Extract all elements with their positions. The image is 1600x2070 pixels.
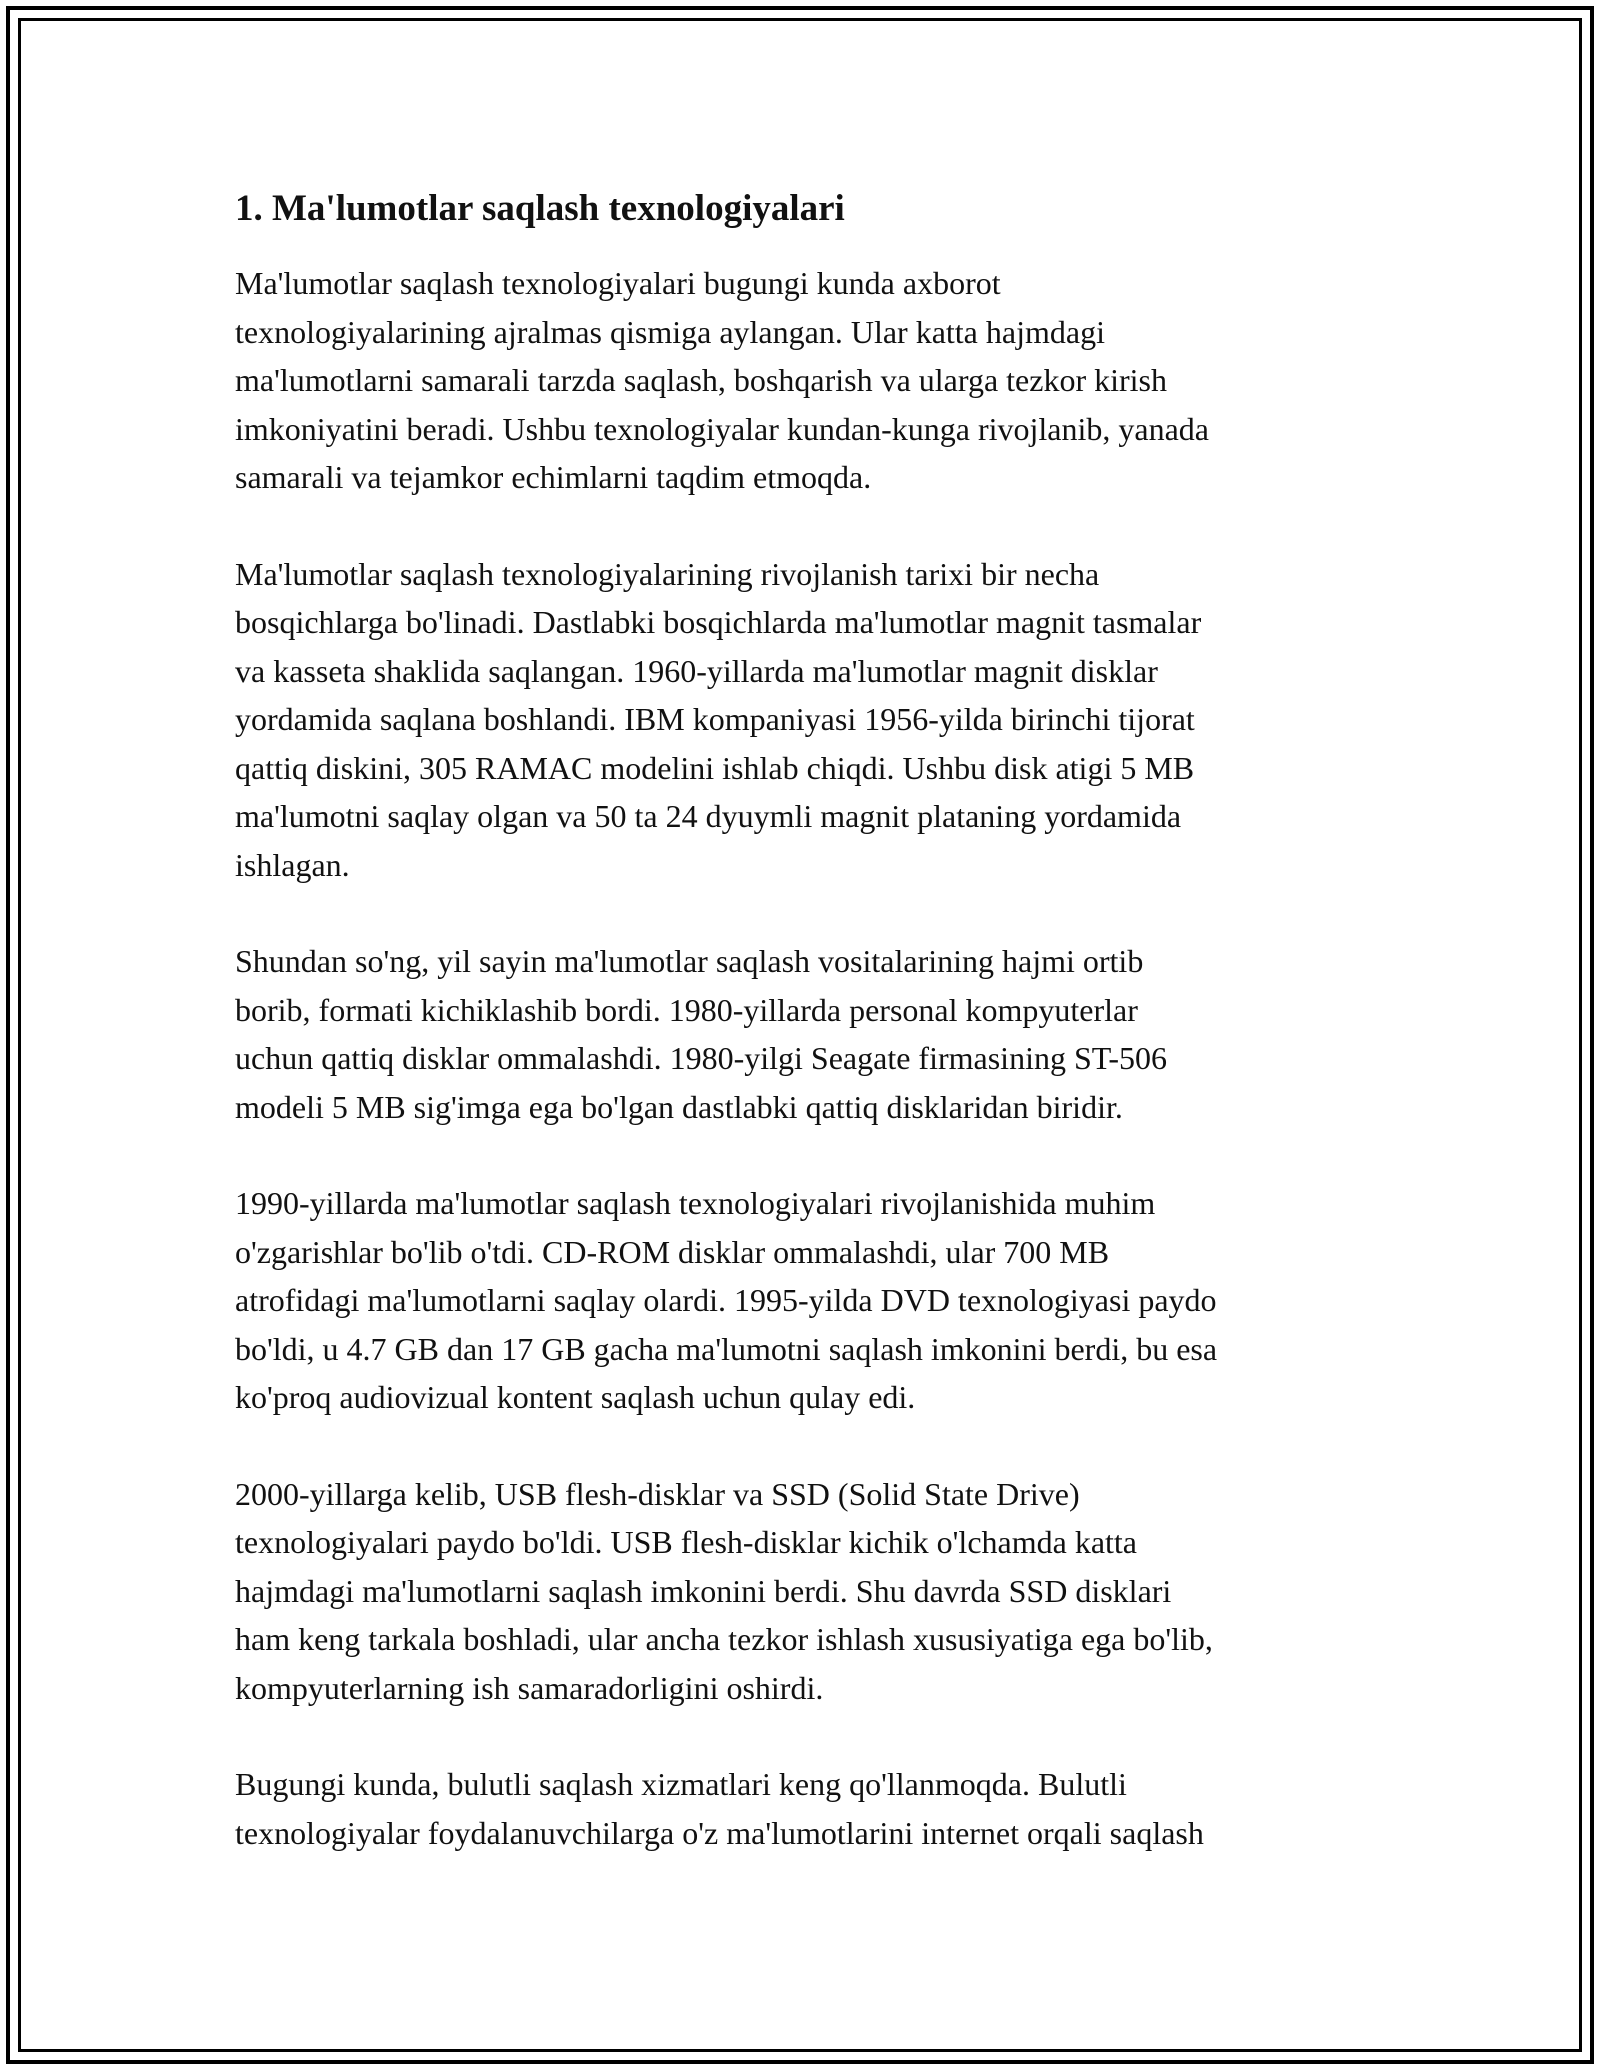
paragraph-intro: Ma'lumotlar saqlash texnologiyalari bugungi kunda axborot texnologiyalarining ajralmas qismiga aylangan. Ular katta hajmdagi ma'lumotlarni samarali tarzda saqlash, boshqarish va ularga tezkor kirish imkoniyatini beradi. Ushbu texnologiyalar kundan-kunga rivojlanib, yanada samarali va tejamkor echimlarni taqdim etmoqda. <box>235 265 1209 496</box>
paragraph-1980s: Shundan so'ng, yil sayin ma'lumotlar saqlash vositalarining hajmi ortib borib, formati kichiklashib bordi. 1980-yillarda personal kompyuterlar uchun qattiq disklar ommalashdi. 1980-yilgi Seagate firmasining ST-506 modeli 5 MB sig'imga ega bo'lgan dastlabki qattiq disklaridan biridir. <box>235 943 1168 1125</box>
document-body <box>235 185 1375 1905</box>
paragraph-1990s: 1990-yillarda ma'lumotlar saqlash texnologiyalari rivojlanishida muhim o'zgarishlar bo'lib o'tdi. CD-ROM disklar ommalashdi, ular 700 MB atrofidagi ma'lumotlarni saqlay olardi. 1995-yilda DVD texnologiyasi paydo bo'ldi, u 4.7 GB dan 17 GB gacha ma'lumotni saqlash imkonini berdi, bu esa ko'proq audiovizual kontent saqlash uchun qulay edi. <box>235 1185 1218 1416</box>
section-title: 1. Ma'lumotlar saqlash texnologiyalari <box>235 188 845 229</box>
paragraph-2000s: 2000-yillarga kelib, USB flesh-disklar va SSD (Solid State Drive) texnologiyalari paydo bo'ldi. USB flesh-disklar kichik o'lchamda katta hajmdagi ma'lumotlarni saqlash imkonini berdi. Shu davrda SSD disklari ham keng tarkala boshladi, ular ancha tezkor ishlash xususiyatiga ega bo'lib, kompyuterlarning ish samaradorligini oshirdi. <box>235 1475 1213 1706</box>
paragraph-history: Ma'lumotlar saqlash texnologiyalarining rivojlanish tarixi bir necha bosqichlarga bo'linadi. Dastlabki bosqichlarda ma'lumotlar magnit tasmalar va kasseta shaklida saqlangan. 1960-yillarda ma'lumotlar magnit disklar yordamida saqlana boshlandi. IBM kompaniyasi 1956-yilda birinchi tijorat qattiq diskini, 305 RAMAC modelini ishlab chiqdi. Ushbu disk atigi 5 MB ma'lumotni saqlay olgan va 50 ta 24 dyuymli magnit plataning yordamida ishlagan. <box>235 555 1202 883</box>
paragraph-cloud: Bugungi kunda, bulutli saqlash xizmatlari keng qo'llanmoqda. Bulutli texnologiyalar foydalanuvchilarga o'z ma'lumotlarini internet orqali saqlash <box>235 1766 1204 1851</box>
